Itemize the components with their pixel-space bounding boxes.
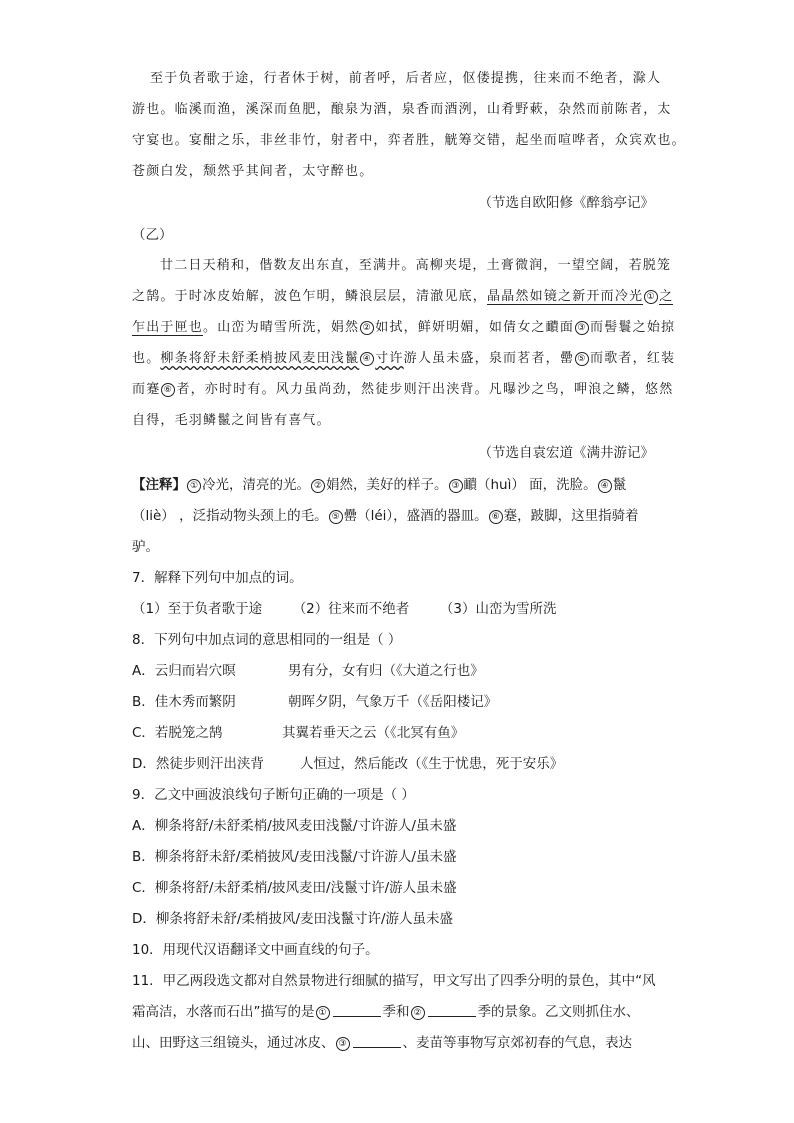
question-9: 9．乙文中画波浪线句子断句正确的一项是（ ）	[132, 787, 415, 803]
question-8: 8．下列句中加点词的意思相同的一组是（ ）	[132, 632, 402, 648]
note-num-4: ④	[598, 479, 612, 493]
answer-blank-3[interactable]	[353, 1035, 401, 1048]
passage-b-line-5	[132, 378, 673, 397]
text: 也。	[132, 351, 161, 366]
note-marker-4: ④	[360, 352, 374, 366]
text: 游人虽未盛，泉而茗者，罍	[403, 351, 575, 366]
wavy-sentence: 柳条将舒未舒柔梢披风麦田浅鬣	[160, 351, 360, 366]
q9-option-a: A．柳条将舒/未舒柔梢/披风麦田浅鬣/寸许游人/虽未盛	[132, 818, 457, 834]
question-7: 7．解释下列句中加点的词。	[132, 570, 303, 586]
text: 而歌者，红装	[590, 351, 676, 366]
notes-line-3: 驴。	[132, 539, 159, 555]
text: 如拭，鲜妍明媚，如倩女之靧面	[375, 320, 575, 335]
text: 季和	[382, 1004, 410, 1020]
passage-a-line-4: 苍颜白发，颓然乎其间者，太守醉也。	[132, 164, 374, 179]
passage-b-label: （乙）	[132, 227, 173, 243]
text: 罍（léi），盛酒的器皿。	[343, 508, 488, 524]
passage-b-line-2	[132, 285, 673, 304]
note-num-1: ①	[187, 479, 201, 493]
q8-option-d	[132, 752, 564, 772]
answer-blank-2[interactable]	[428, 1004, 476, 1017]
q9-option-c: C．柳条将舒/未舒柔梢/披风麦田/浅鬣寸许/游人虽未盛	[132, 880, 457, 896]
text: 之鹄。于时冰皮始解，波色乍明，鳞浪层层，清澈见底，	[132, 289, 488, 304]
passage-b-line-6: 自得，毛羽鳞鬣之间皆有喜气。	[132, 413, 331, 428]
passage-b-line-3	[132, 316, 675, 335]
passage-b-line-4	[132, 347, 675, 366]
notes-line-1	[132, 473, 626, 493]
q9-option-d: D．柳条将舒未舒/柔梢披风/麦田浅鬣寸许/游人虽未盛	[132, 911, 454, 927]
q8-option-a	[132, 659, 484, 679]
q7-item-3: （3）山峦为雪所洗	[439, 601, 557, 617]
text: 山、田野这三组镜头，通过冰皮、	[132, 1035, 335, 1051]
text: 季的景象。乙文则抓住水、	[477, 1004, 640, 1020]
blank-marker-1: ①	[316, 1006, 330, 1020]
option-text: B．佳木秀而繁阴	[132, 694, 236, 710]
passage-b-line-1: 廿二日天稍和，偕数友出东直，至满井。高柳夹堤，土膏微润，一望空阔，若脱笼	[160, 258, 672, 273]
q9-option-b: B．柳条将舒未舒/柔梢披风/麦田浅鬣/寸许游人/虽未盛	[132, 849, 457, 865]
text: 。山峦为晴雪所洗，娟然	[203, 320, 360, 335]
option-text: A．云归而岩穴暝	[132, 663, 236, 679]
note-num-6: ⑥	[489, 510, 503, 524]
passage-a-source: （节选自欧阳修《醉翁亭记》	[478, 195, 654, 211]
note-num-2: ②	[311, 479, 325, 493]
notes-line-2	[132, 504, 639, 524]
option-compare: 其翼若垂天之云（《北冥有鱼》	[282, 725, 465, 741]
q7-item-2: （2）往来而不绝者	[292, 601, 410, 617]
question-11-line-2	[132, 1000, 640, 1020]
question-11-line-3	[132, 1031, 632, 1051]
question-7-items	[132, 597, 556, 617]
note-marker-5: ⑤	[575, 352, 589, 366]
passage-a-line-1: 至于负者歌于途，行者休于树，前者呼，后者应，伛偻提携，往来而不绝者，滁人	[150, 71, 662, 86]
passage-b-source: （节选自袁宏道《满井游记》	[478, 445, 654, 461]
notes-label: 【注释】	[132, 477, 186, 493]
text: 而髻鬟之始掠	[590, 320, 676, 335]
q7-item-1: （1）至于负者歌于途	[132, 601, 263, 617]
blank-marker-2: ②	[411, 1006, 425, 1020]
answer-blank-1[interactable]	[333, 1004, 381, 1017]
passage-a-line-3: 守宴也。宴酣之乐，非丝非竹，射者中，弈者胜，觥筹交错，起坐而喧哗者，众宾欢也。	[132, 133, 686, 148]
passage-a-line-2: 游也。临溪而渔，溪深而鱼肥，酿泉为酒，泉香而酒洌，山肴野蔌，杂然而前陈者，太	[132, 102, 672, 117]
text: （liè） ，泛指动物头颈上的毛。	[132, 508, 328, 524]
text: 而蹇	[132, 382, 161, 397]
blank-marker-3: ③	[336, 1037, 350, 1051]
note-num-3: ③	[449, 479, 463, 493]
text: 蹇，跛脚，这里指骑着	[503, 508, 639, 524]
underlined-sentence: 晶晶然如镜之新开而冷光	[487, 289, 644, 304]
q8-option-b	[132, 690, 498, 710]
wavy-sentence-cont: 寸许	[375, 351, 404, 366]
note-marker-6: ⑥	[161, 383, 175, 397]
text: 鬣	[612, 477, 627, 493]
option-compare: 朝晖夕阴，气象万千（《岳阳楼记》	[288, 694, 498, 710]
note-marker-1: ①	[644, 290, 658, 304]
text: 者，亦时时有。风力虽尚劲，然徒步则汗出浃背。凡曝沙之鸟，呷浪之鳞，悠然	[176, 382, 674, 397]
text: 霜高洁，水落而石出”描写的是	[132, 1004, 315, 1020]
option-text: D．然徒步则汗出浃背	[132, 756, 264, 772]
option-text: C．若脱笼之鹄	[132, 725, 223, 741]
text: 冷光，清亮的光。	[202, 477, 310, 493]
question-10: 10．用现代汉语翻译文中画直线的句子。	[132, 942, 379, 958]
note-num-5: ⑤	[329, 510, 343, 524]
text: 娟然，美好的样子。	[326, 477, 448, 493]
text: 靧（huì） 面，洗脸。	[463, 477, 597, 493]
underlined-sentence-end: 乍出于匣也	[132, 320, 204, 335]
text: 、麦苗等事物写京郊初春的气息，表达	[402, 1035, 632, 1051]
note-marker-2: ②	[360, 321, 374, 335]
question-11-line-1: 11．甲乙两段选文都对自然景物进行细腻的描写，甲文写出了四季分明的景色，其中“风	[132, 973, 656, 989]
option-compare: 人恒过，然后能改（《生于忧患，死于安乐》	[300, 756, 564, 772]
option-compare: 男有分，女有归（《大道之行也》	[288, 663, 484, 679]
q8-option-c	[132, 721, 465, 741]
underlined-sentence-cont: 之	[659, 289, 674, 304]
note-marker-3: ③	[575, 321, 589, 335]
